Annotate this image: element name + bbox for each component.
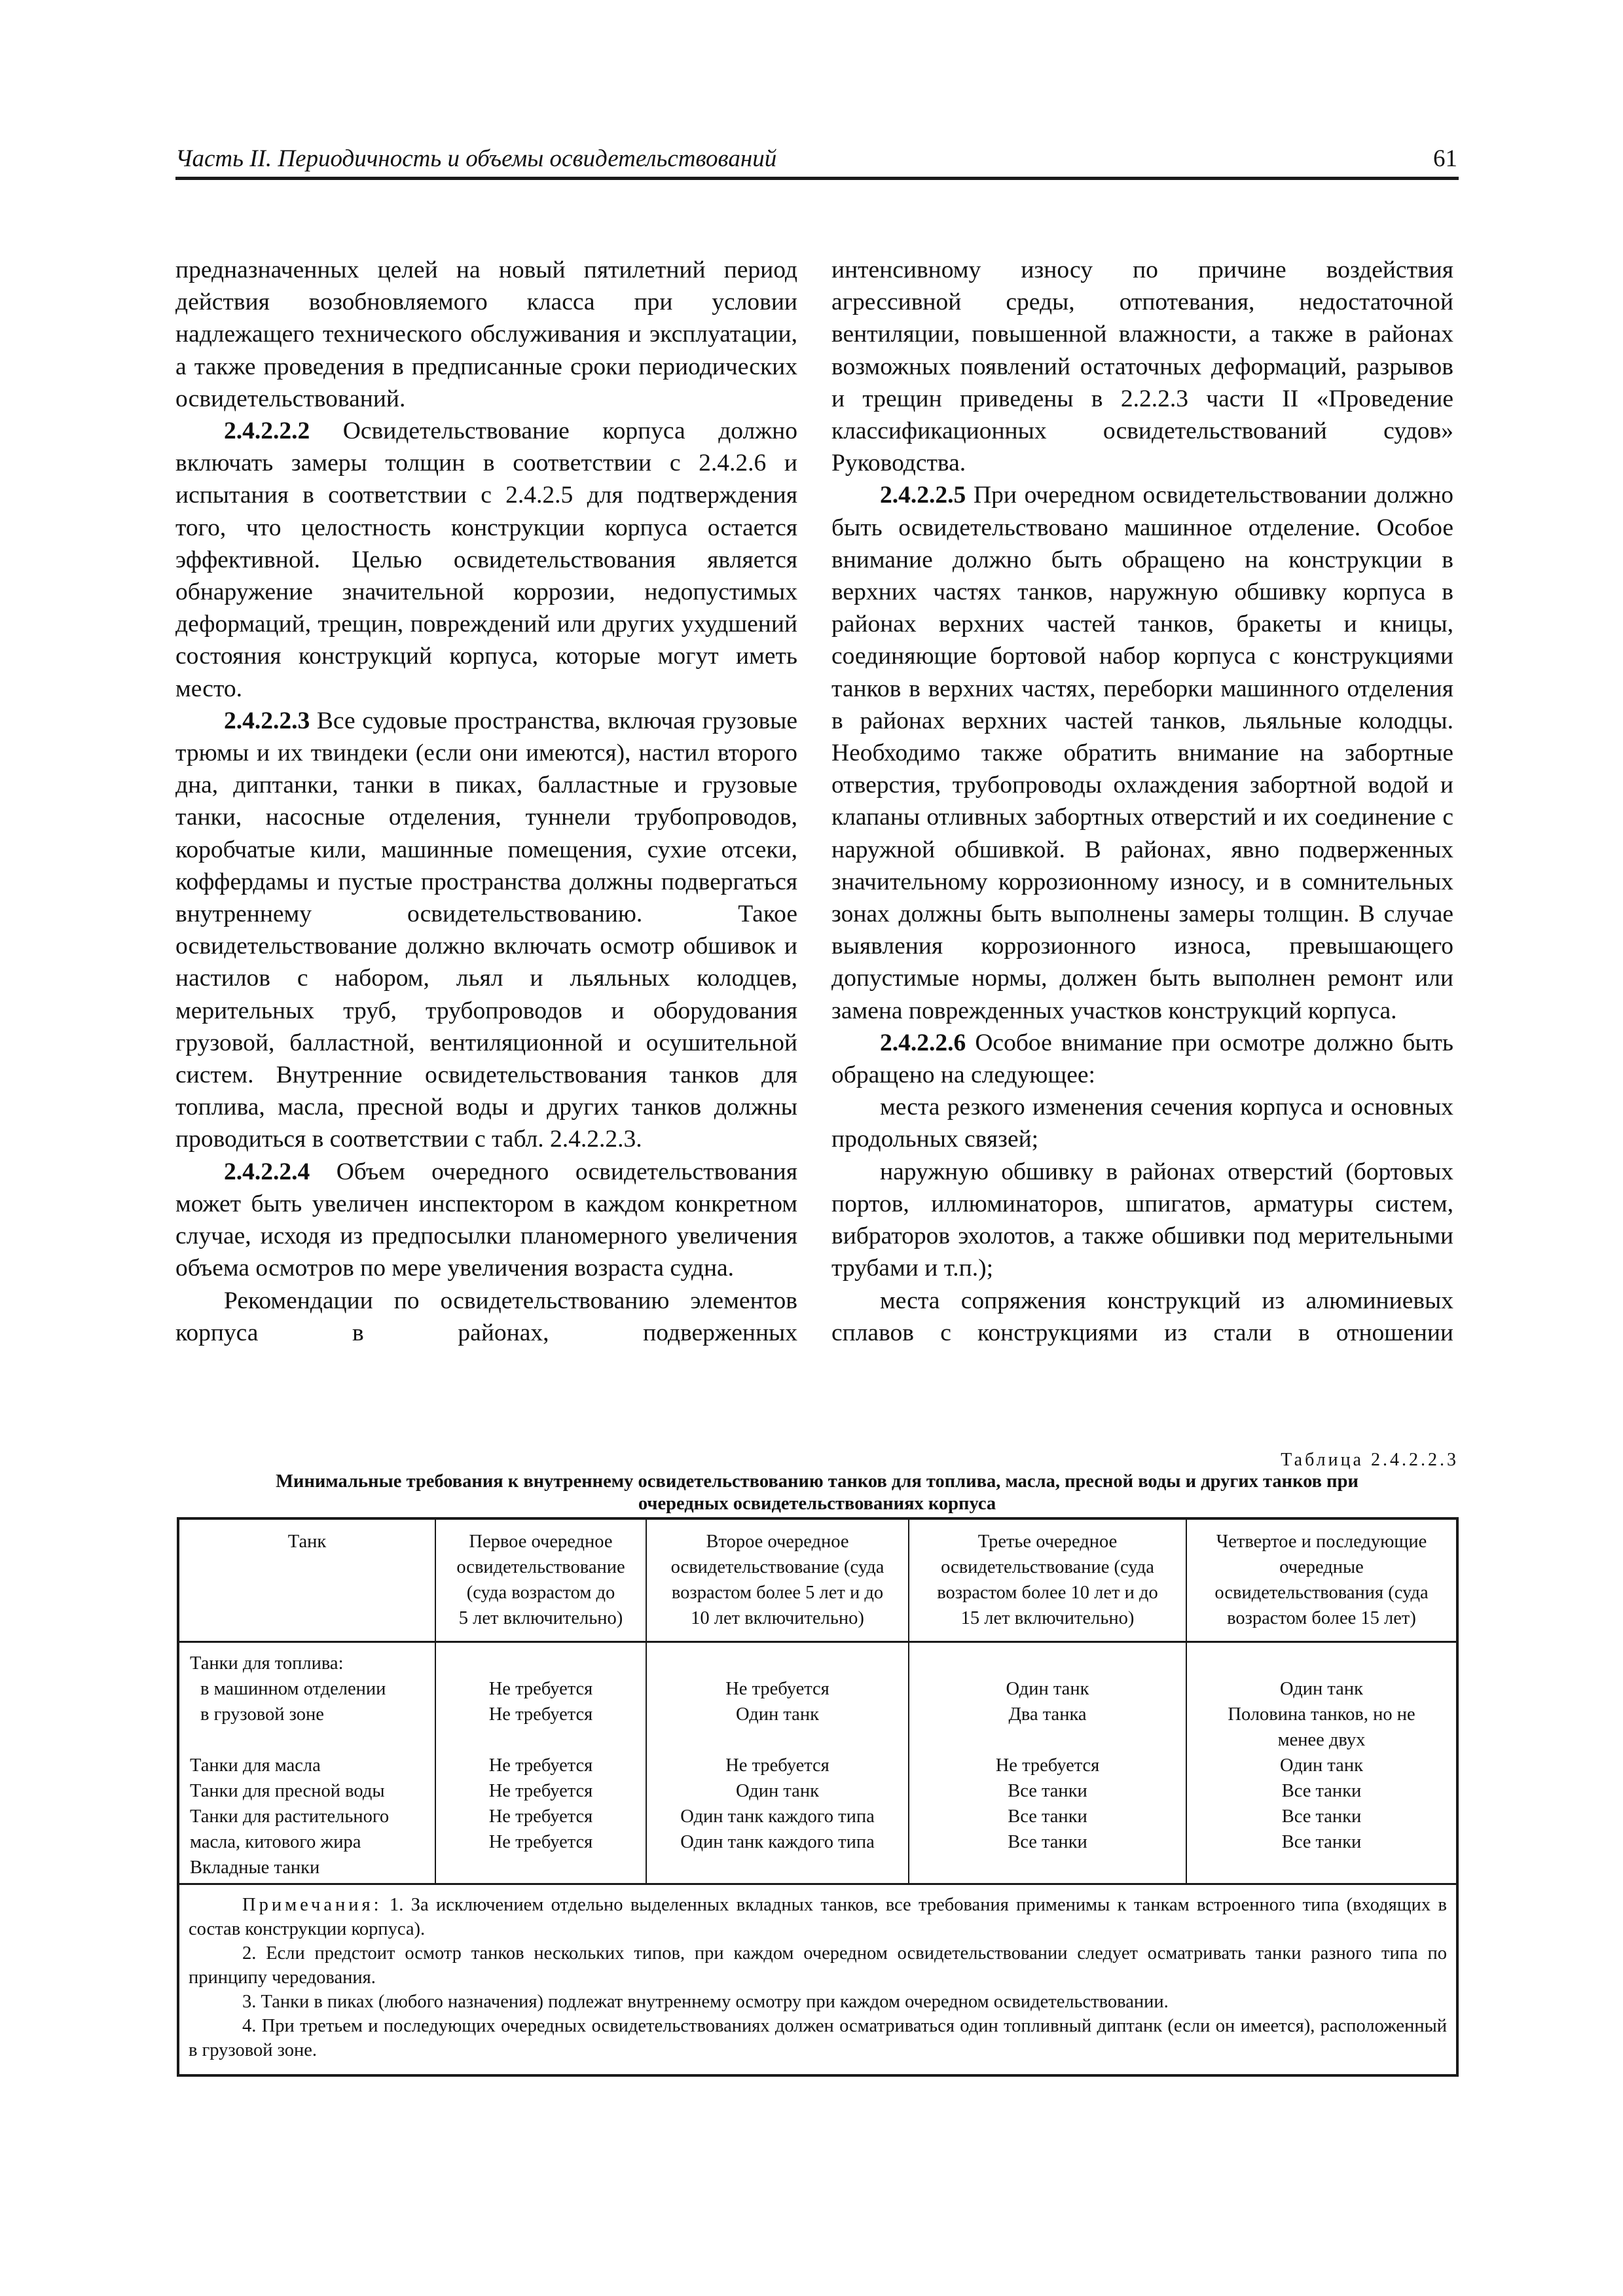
clause-number: 2.4.2.2.5 <box>880 482 966 509</box>
table-cell <box>647 1727 908 1753</box>
table-cell: Танки для растительного <box>190 1806 390 1827</box>
table-cell <box>436 1855 646 1880</box>
paragraph <box>175 415 797 705</box>
table-cell: в грузовой зоне <box>200 1704 324 1725</box>
header-cell-first: Первое очередное освидетельствование (суда возрастом до 5 лет включительно) <box>456 1532 625 1628</box>
table-cell: Один танк <box>736 1781 819 1801</box>
paragraph: места сопряжения конструкций из алюминиевых сплавов с конструкциями из стали в отношении <box>831 1287 1453 1346</box>
table-cell: Не требуется <box>995 1755 1100 1776</box>
fourth-survey-column <box>1187 1651 1456 1880</box>
table-cell: Один танк <box>736 1704 819 1725</box>
table-title-line: очередных освидетельствованиях корпуса <box>638 1494 996 1514</box>
header-cell-fourth: Четвертое и последующие очередные освидетельствования (суда возрастом более 15 лет) <box>1214 1532 1429 1628</box>
table-cell: Половина танков, но не <box>1228 1704 1415 1725</box>
paragraph <box>175 705 797 1156</box>
table-cell: Танки для топлива: <box>190 1653 344 1674</box>
table-title <box>175 1471 1459 1515</box>
table-cell <box>1187 1651 1456 1676</box>
header-cell-third: Третье очередное освидетельствование (суда возрастом более 10 лет и до 15 лет включительно) <box>937 1532 1158 1628</box>
table-cell: Все танки <box>1281 1832 1362 1852</box>
header-cell-tank: Танк <box>287 1532 327 1552</box>
table-cell: Все танки <box>1008 1832 1087 1852</box>
table-cell: Все танки <box>1008 1781 1087 1801</box>
table-cell: Два танка <box>1008 1704 1087 1725</box>
paragraph: интенсивному износу по причине воздействия агрессивной среды, отпотевания, недостаточной вентиляции, повышенной влажности, а также в районах возможных появлений остаточных деформаций, разрывов и трещин приведены в 2.2.2.3 части II «Проведение классификационных освидетельствований судов» Руководства. <box>831 257 1453 477</box>
table-title-line: Минимальные требования к внутреннему освидетельствованию танков для топлива, масла, пресной воды и других танков при <box>276 1471 1359 1492</box>
table-cell: Танки для масла <box>190 1755 321 1776</box>
paragraph-text: Объем очередного освидетельствования может быть увеличен инспектором в каждом конкретном случае, исходя из предпосылки планомерного увеличения объема осмотров по мере увеличения возраста судна. <box>175 1158 797 1282</box>
notes-label: Примечания: <box>242 1895 382 1915</box>
table-label: Таблица 2.4.2.2.3 <box>1281 1450 1459 1470</box>
table-cell: Не требуется <box>488 1679 593 1699</box>
header-title: Часть II. Периодичность и объемы освидетельствований <box>175 145 777 172</box>
table-note: 4. При третьем и последующих очередных освидетельствованиях должен осматриваться один топливный диптанк (если он имеется), расположенный в грузовой зоне. <box>189 2016 1447 2060</box>
requirements-table <box>177 1517 1459 2077</box>
table-cell: Не требуется <box>488 1704 593 1725</box>
table-cell: Один танк <box>1280 1679 1363 1699</box>
table-note: 2. Если предстоит осмотр танков нескольких типов, при каждом очередном освидетельствовании следует осматривать танки разного типа по принципу чередования. <box>189 1943 1447 1988</box>
running-header <box>175 143 1459 180</box>
table-cell: Не требуется <box>725 1755 830 1776</box>
tank-type-column <box>190 1651 432 1880</box>
header-cell-second: Второе очередное освидетельствование (суда возрастом более 5 лет и до 10 лет включительно) <box>670 1532 884 1628</box>
table-cell <box>909 1651 1186 1676</box>
table-cell <box>647 1855 908 1880</box>
table-note: 3. Танки в пиках (любого назначения) подлежат внутреннему осмотру при каждом очередном освидетельствовании. <box>242 1992 1169 2012</box>
paragraph: наружную обшивку в районах отверстий (бортовых портов, иллюминаторов, шпигатов, арматуры систем, вибраторов эхолотов, а также обшивки под мерительными трубами и т.п.); <box>831 1158 1453 1282</box>
paragraph-text: Особое внимание при осмотре должно быть обращено на следующее: <box>831 1029 1453 1089</box>
paragraph: Рекомендации по освидетельствованию элементов корпуса в районах, подверженных <box>175 1287 797 1346</box>
paragraph <box>831 1027 1453 1091</box>
paragraph-text: Освидетельствование корпуса должно включать замеры толщин в соответствии с 2.4.2.6 и испытания в соответствии с 2.4.2.5 для подтверждения того, что целостность конструкции корпуса остается эффективной. Целью освидетельствования является обнаружение значительной коррозии, недопустимых деформаций, трещин, повреждений или других ухудшений состояния конструкций корпуса, которые могут иметь место. <box>175 418 797 702</box>
paragraph <box>175 1156 797 1285</box>
clause-number: 2.4.2.2.6 <box>880 1029 966 1056</box>
table-cell <box>909 1727 1186 1753</box>
table-cell <box>436 1727 646 1753</box>
clause-number: 2.4.2.2.4 <box>224 1158 310 1185</box>
page-number: 61 <box>1433 145 1457 172</box>
table-cell <box>647 1651 908 1676</box>
table-cell: Не требуется <box>488 1755 593 1776</box>
table-cell: в машинном отделении <box>200 1679 386 1699</box>
table-note: Примечания: 1. За исключением отдельно выделенных вкладных танков, все требования применимы к танкам встроенного типа (входящих в состав конструкции корпуса). <box>189 1895 1447 1939</box>
right-column <box>831 254 1453 1349</box>
third-survey-column <box>909 1651 1186 1880</box>
table-cell <box>190 1727 432 1753</box>
table-cell: Все танки <box>1008 1806 1087 1827</box>
second-survey-column <box>647 1651 908 1880</box>
table-cell <box>1187 1855 1456 1880</box>
left-column <box>175 254 797 1349</box>
table-notes <box>179 1883 1456 2079</box>
table-cell: Все танки <box>1281 1781 1362 1801</box>
table-cell: Не требуется <box>488 1781 593 1801</box>
paragraph: предназначенных целей на новый пятилетний период действия возобновляемого класса при условии надлежащего технического обслуживания и эксплуатации, а также проведения в предписанные сроки периодических освидетельствований. <box>175 257 797 412</box>
table-cell: Один танк каждого типа <box>680 1806 875 1827</box>
table-cell: менее двух <box>1277 1730 1366 1750</box>
first-survey-column <box>436 1651 646 1880</box>
paragraph-text: Все судовые пространства, включая грузовые трюмы и их твиндеки (если они имеются), настил второго дна, диптанки, танки в пиках, балластные и грузовые танки, насосные отделения, туннели трубопроводов, коробчатые кили, машинные помещения, сухие отсеки, коффердамы и пустые пространства должны подвергаться внутреннему освидетельствованию. Такое освидетельствование должно включать осмотр обшивок и настилов с набором, льял и льяльных колодцев, мерительных труб, трубопроводов и оборудования грузовой, балластной, вентиляционной и осушительной систем. Внутренние освидетельствования танков для топлива, масла, пресной воды и других танков должны проводиться в соответствии с табл. 2.4.2.2.3. <box>175 707 797 1153</box>
table-cell <box>436 1651 646 1676</box>
table-cell: Все танки <box>1281 1806 1362 1827</box>
paragraph: места резкого изменения сечения корпуса и основных продольных связей; <box>831 1094 1453 1153</box>
table-cell: Не требуется <box>488 1832 593 1852</box>
table-cell <box>909 1855 1186 1880</box>
table-cell: Не требуется <box>725 1679 830 1699</box>
table-cell: масла, китового жира <box>190 1832 361 1852</box>
table-cell: Один танк <box>1006 1679 1089 1699</box>
table-cell: Один танк каждого типа <box>680 1832 875 1852</box>
table-cell: Один танк <box>1280 1755 1363 1776</box>
table-cell: Вкладные танки <box>190 1857 320 1878</box>
clause-number: 2.4.2.2.2 <box>224 418 310 445</box>
clause-number: 2.4.2.2.3 <box>224 707 310 734</box>
paragraph <box>831 479 1453 1026</box>
paragraph-text: При очередном освидетельствовании должно быть освидетельствовано машинное отделение. Особое внимание должно быть обращено на конструкции в верхних частях танков, наружную обшивку корпуса в районах верхних частей танков, бракеты и кницы, соединяющие бортовой набор корпуса с конструкциями танков в верхних частях, переборки машинного отделения в районах верхних частей танков, льяльные колодцы. Необходимо также обратить внимание на забортные отверстия, трубопроводы охлаждения забортной водой и клапаны отливных забортных отверстий и их соединение с наружной обшивкой. В районах, явно подверженных значительному коррозионному износу, и в сомнительных зонах должны быть выполнены замеры толщин. В случае выявления коррозионного износа, превышающего допустимые нормы, должен быть выполнен ремонт или замена поврежденных участков конструкций корпуса. <box>831 482 1453 1024</box>
table-cell: Не требуется <box>488 1806 593 1827</box>
table-cell: Танки для пресной воды <box>190 1781 385 1801</box>
